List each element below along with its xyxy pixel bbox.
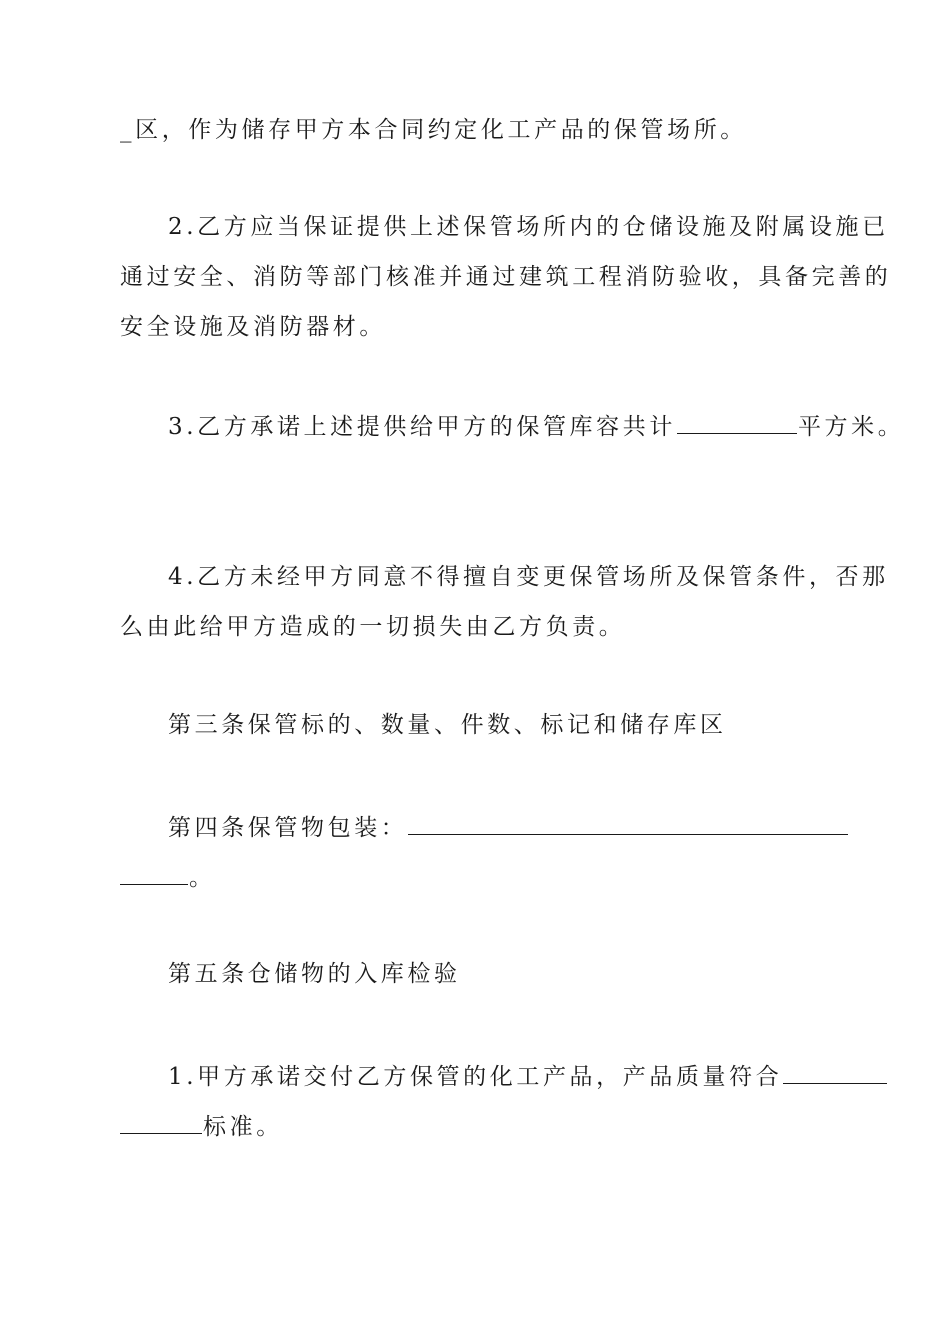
paragraph-5-line-1 (168, 1061, 888, 1092)
paragraph-5-end: 标准。 (203, 1114, 283, 1140)
paragraph-2-line-2: 通过安全、消防等部门核准并通过建筑工程消防验收，具备完善的 (120, 264, 892, 290)
blank-prefix: _ (120, 117, 136, 143)
fill-blank-packaging[interactable] (408, 812, 848, 835)
article-4-end: 。 (189, 865, 216, 891)
paragraph-text: 区，作为储存甲方本合同约定化工产品的保管场所。 (135, 117, 747, 143)
fill-blank-area[interactable] (677, 411, 797, 434)
article-3-heading: 第三条保管标的、数量、件数、标记和储存库区 (168, 712, 727, 738)
paragraph-5-text: 1.甲方承诺交付乙方保管的化工产品，产品质量符合 (168, 1064, 783, 1090)
article-5-heading: 第五条仓储物的入库检验 (168, 961, 461, 987)
article-4-line-2 (120, 862, 840, 893)
paragraph-5-line-2 (120, 1111, 840, 1142)
paragraph-storage-area (120, 115, 840, 145)
fill-blank-packaging-cont[interactable] (120, 862, 188, 885)
paragraph-4-line-2: 么由此给甲方造成的一切损失由乙方负责。 (120, 614, 626, 640)
article-4-line-1 (168, 812, 888, 843)
article-4-label: 第四条保管物包装： (168, 815, 408, 841)
paragraph-2-line-3: 安全设施及消防器材。 (120, 314, 386, 340)
paragraph-2-line-1: 2.乙方应当保证提供上述保管场所内的仓储设施及附属设施已 (168, 214, 889, 240)
paragraph-3 (168, 411, 905, 442)
fill-blank-quality-standard[interactable] (783, 1061, 887, 1084)
paragraph-4-line-1: 4.乙方未经甲方同意不得擅自变更保管场所及保管条件，否那 (168, 564, 889, 590)
fill-blank-quality-standard-cont[interactable] (120, 1111, 202, 1134)
paragraph-3-text: 3.乙方承诺上述提供给甲方的保管库容共计 (168, 414, 676, 440)
paragraph-3-unit: 平方米。 (797, 414, 905, 440)
